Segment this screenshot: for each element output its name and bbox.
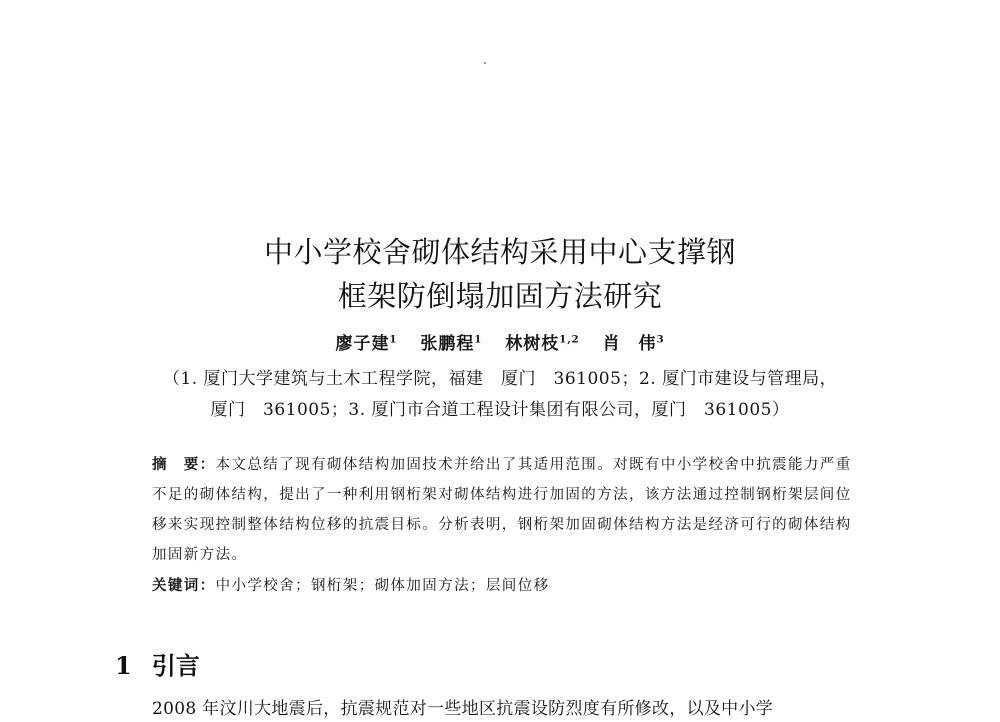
paper-title-line-2: 框架防倒塌加固方法研究 (337, 279, 663, 313)
author: 廖子建$^1$ (335, 334, 398, 354)
body-paragraph: 2008 年汶川大地震后，抗震规范对一些地区抗震设防烈度有所修改，以及中小学 (152, 699, 774, 719)
author: 林树枝$^{1,2}$ (505, 334, 580, 354)
paper-title-line-1: 中小学校舍砌体结构采用中心支撑钢 (263, 235, 736, 269)
abstract-text: 本文总结了现有砌体结构加固技术并给出了其适用范围。对既有中小学校舍中抗震能力严重不足的砌体结构，提出了一种利用钢桁架对砌体结构进行加固的方法，该方法通过控制钢桁架层间位移来实现控制整体结构位移的抗震目标。分析表明，钢桁架加固砌体结构方法是经济可行的砌体结构加固新方法。 (152, 457, 852, 563)
abstract-label: 摘 要： (152, 457, 216, 473)
author: 肖 伟$^3$ (602, 334, 665, 354)
keywords-text: 中小学校舍；钢桁架；砌体加固方法；层间位移 (215, 578, 550, 594)
affiliation-line-1: （1. 厦门大学建筑与土木工程学院，福建 厦门 361005；2. 厦门市建设与管理局， (162, 369, 838, 389)
scan-speck (484, 62, 486, 64)
keywords (152, 571, 852, 601)
section-title: 引言 (151, 652, 200, 680)
section-heading (115, 646, 200, 681)
author: 张鹏程$^1$ (420, 334, 483, 354)
author-list (0, 329, 1000, 354)
affiliation-line-2: 厦门 361005；3. 厦门市合道工程设计集团有限公司，厦门 361005） (210, 400, 790, 420)
keywords-label: 关键词： (152, 578, 216, 594)
section-number: 1 (115, 651, 132, 680)
abstract (152, 450, 852, 570)
